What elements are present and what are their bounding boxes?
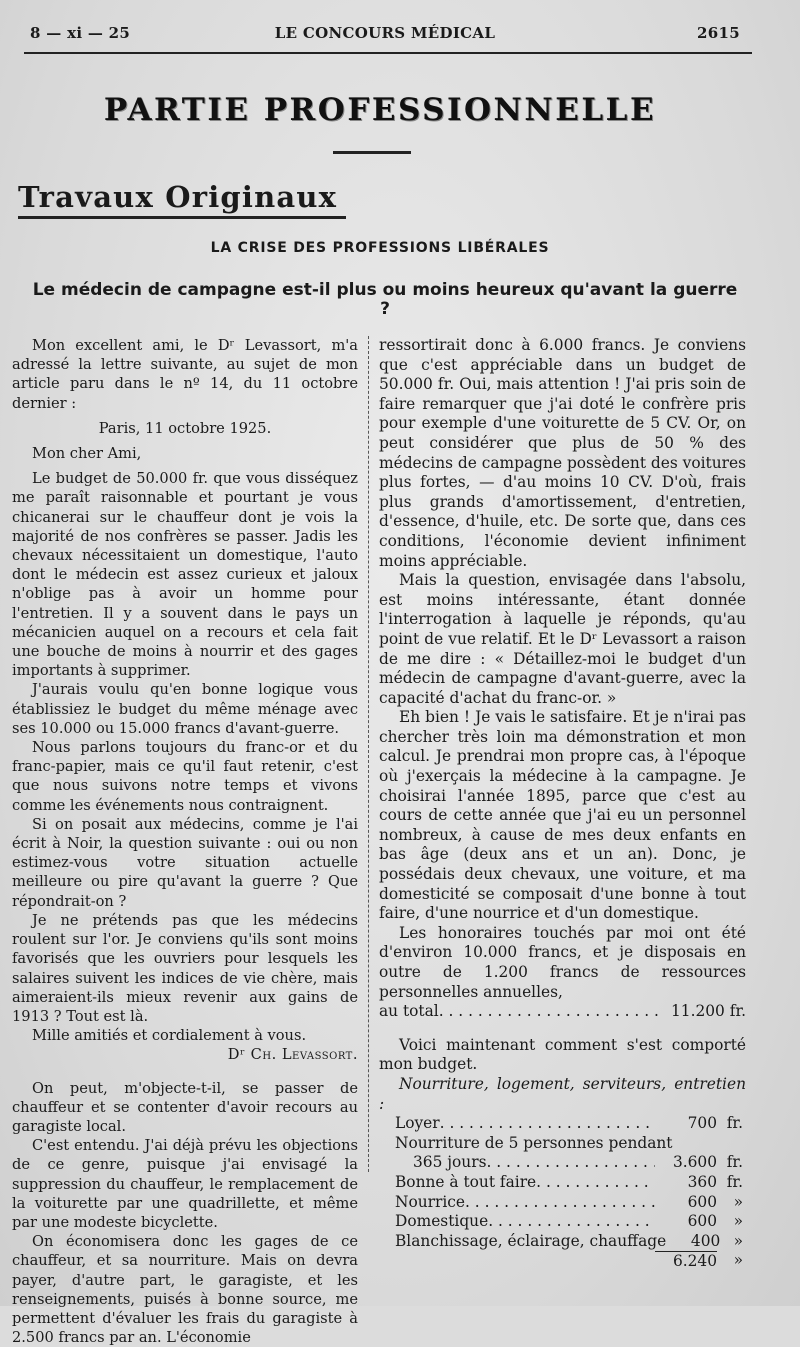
income-total-label: au total	[379, 1002, 439, 1021]
budget-row-amount: 3.600	[672, 1153, 717, 1172]
budget-row	[395, 1232, 743, 1252]
budget-row-amount: 700	[687, 1114, 717, 1133]
intro-paragraph: Mon excellent ami, le Dʳ Levassort, m'a adressé la lettre suivante, au sujet de mon article paru dans le nº 14, du 11 octobre dernier :	[12, 337, 358, 412]
budget-row	[395, 1212, 743, 1232]
article-title: Le médecin de campagne est-il plus ou moins heureux qu'avant la guerre ?	[32, 280, 738, 319]
budget-row-label: Nourriture de 5 personnes pendant	[395, 1133, 673, 1152]
letter-paragraph: Le budget de 50.000 fr. que vous disséquez me paraît raisonnable et pourtant je vous chicanerai sur le chauffeur dont je vois la majorité de nos confrères se passer. Jadis les chevaux nécessitaient un domestique, l'auto dont le médecin est assez curieux et jaloux n'oblige pas à avoir un homme pour l'entretien. Il y a souvent dans le pays un mécanicien auquel on a recours et cela fait une bouche de moins à nourrir et des gages importants à supprimer.	[12, 470, 358, 680]
page-number: 2615	[697, 24, 740, 42]
running-head	[30, 24, 740, 46]
letter-signature: Dʳ Ch. Levassort.	[227, 1046, 358, 1064]
budget-row	[395, 1193, 743, 1213]
budget-row-unit: fr.	[726, 1153, 743, 1172]
letter-paragraph: Je ne prétends pas que les médecins roulent sur l'or. Je conviens qu'ils sont moins favorisés que les ouvriers pour lesquels les salaires suivent les indices de vie chère, mais aimeraient-ils mieux revenir aux gains de 1913 ? Tout est là.	[12, 911, 358, 1025]
budget-total-row	[395, 1251, 743, 1272]
budget-row-unit: »	[733, 1231, 743, 1250]
budget-row-label: Bonne à tout faire	[395, 1172, 537, 1191]
leader-dots	[439, 1002, 665, 1022]
body-paragraph: ressortirait donc à 6.000 francs. Je conviens que c'est appréciable dans un budget de 50.000 fr. Oui, mais attention ! J'ai pris soin de faire remarquer que j'ai doté le confrère pris pour exemple d'une voiturette de 5 CV. Or, on peut considérer que plus de 50 % des médecins de campagne possèdent des voitures plus fortes, — d'au moins 10 CV. D'où, frais plus grands d'amortissement, d'entretien, d'essence, d'huile, etc. De sorte que, dans ces conditions, l'économie devient infiniment moins appréciable.	[379, 336, 747, 570]
budget-row	[395, 1153, 743, 1173]
budget-row-amount	[672, 1134, 722, 1154]
budget-row	[395, 1134, 743, 1154]
budget-row-label: Nourrice	[395, 1192, 466, 1211]
income-total-line	[379, 1002, 746, 1022]
leader-dots	[395, 1251, 655, 1272]
left-column	[12, 336, 358, 1347]
leader-dots	[440, 1114, 655, 1134]
budget-row-amount: 400	[690, 1231, 721, 1250]
leader-dots	[486, 1153, 655, 1173]
budget-row-unit: fr.	[726, 1114, 743, 1133]
letter-paragraph: Si on posait aux médecins, comme je l'ai écrit à Noir, la question suivante : oui ou non estimez-vous votre situation actuelle meilleure ou pire qu'avant la guerre ? Que répondrait-on ?	[12, 815, 358, 910]
letter-paragraph: J'aurais voulu qu'en bonne logique vous établissiez le budget du même ménage avec ses 10.000 ou 15.000 francs d'avant-guerre.	[12, 681, 358, 737]
budget-row-unit	[722, 1134, 743, 1154]
journal-name: LE CONCOURS MÉDICAL	[274, 24, 496, 42]
letter-paragraph: Mille amitiés et cordialement à vous.	[32, 1027, 307, 1045]
leader-dots	[465, 1193, 655, 1213]
section-title: PARTIE PROFESSIONNELLE	[103, 92, 657, 128]
issue-date: 8 — xi — 25	[30, 24, 131, 42]
budget-row-label: 365 jours	[413, 1153, 487, 1172]
body-paragraph: On peut, m'objecte-t-il, se passer de chauffeur et se contenter d'avoir recours au garagiste local.	[12, 1079, 358, 1135]
header-rule	[24, 52, 752, 54]
letter-salutation: Mon cher Ami,	[32, 445, 142, 463]
body-paragraph: Les honoraires touchés par moi ont été d'environ 10.000 francs, et je disposais en outre de 1.200 francs de ressources personnelles annuelles,	[379, 923, 746, 1001]
leader-dots	[488, 1212, 655, 1232]
budget-row-unit: »	[733, 1192, 743, 1211]
body-paragraph: On économisera donc les gages de ce chauffeur, et sa nourriture. Mais on devra payer, d'autre part, le garagiste, et les renseignements, puisés à bonne source, me permettent d'évaluer les frais du garagiste à 2.500 francs par an. L'économie	[12, 1233, 358, 1347]
budget-heading: Nourriture, logement, serviteurs, entretien :	[379, 1074, 746, 1113]
body-paragraph: Eh bien ! Je vais le satisfaire. Et je n'irai pas chercher très loin ma démonstration et mon calcul. Je prendrai mon propre cas, à l'époque où j'exerçais la médecine à la campagne. Je choisirai l'année 1895, parce que c'est au cours de cette année que j'ai eu un personnel nombreux, à cause de mes deux enfants en bas âge (deux ans et un an). Donc, je possédais deux chevaux, une voiture, et ma domesticité se composait d'une bonne à tout faire, d'une nourrice et d'un domestique.	[379, 708, 746, 923]
section-title-rule	[333, 151, 411, 154]
budget-row-unit: fr.	[726, 1172, 743, 1191]
budget-row	[395, 1114, 743, 1134]
budget-intro: Voici maintenant comment s'est comporté mon budget.	[379, 1035, 746, 1074]
budget-row-unit: »	[733, 1212, 743, 1231]
column-divider	[368, 336, 370, 1172]
letter-paragraph: Nous parlons toujours du franc-or et du franc-papier, mais ce qu'il faut retenir, c'est que nous suivons notre temps et vivons comme les événements nous contraignent.	[12, 739, 358, 814]
budget-row-label: Blanchissage, éclairage, chauffage	[395, 1231, 667, 1250]
budget-total-unit: »	[733, 1251, 743, 1270]
budget-row-amount: 600	[687, 1192, 717, 1211]
right-column	[379, 336, 746, 1272]
budget-table	[395, 1114, 743, 1272]
body-paragraph: Mais la question, envisagée dans l'absolu, est moins intéressante, étant donnée l'interrogation à laquelle je réponds, qu'au point de vue relatif. Et le Dʳ Levassort a raison de me dire : « Détaillez-moi le budget d'un médecin de campagne d'avant-guerre, avec la capacité d'achat du franc-or. »	[379, 571, 746, 707]
budget-row	[395, 1173, 743, 1193]
income-total-value: 11.200 fr.	[671, 1002, 746, 1021]
letter-place-date: Paris, 11 octobre 1925.	[98, 419, 272, 437]
budget-row-amount: 600	[687, 1212, 717, 1231]
article-kicker: LA CRISE DES PROFESSIONS LIBÉRALES	[210, 240, 550, 256]
budget-row-label: Domestique	[395, 1212, 489, 1231]
budget-total-amount: 6.240	[655, 1251, 717, 1272]
leader-dots	[536, 1173, 655, 1193]
budget-row-amount: 360	[687, 1172, 717, 1191]
body-paragraph: C'est entendu. J'ai déjà prévu les objections de ce genre, puisque j'ai envisagé la suppression du chauffeur, le remplacement de la voiturette par une quadrillette, et même par une modeste bicyclette.	[12, 1137, 358, 1231]
budget-row-label: Loyer	[395, 1114, 440, 1133]
rubric-heading: Travaux Originaux	[18, 180, 338, 214]
rubric-rule	[18, 216, 346, 219]
